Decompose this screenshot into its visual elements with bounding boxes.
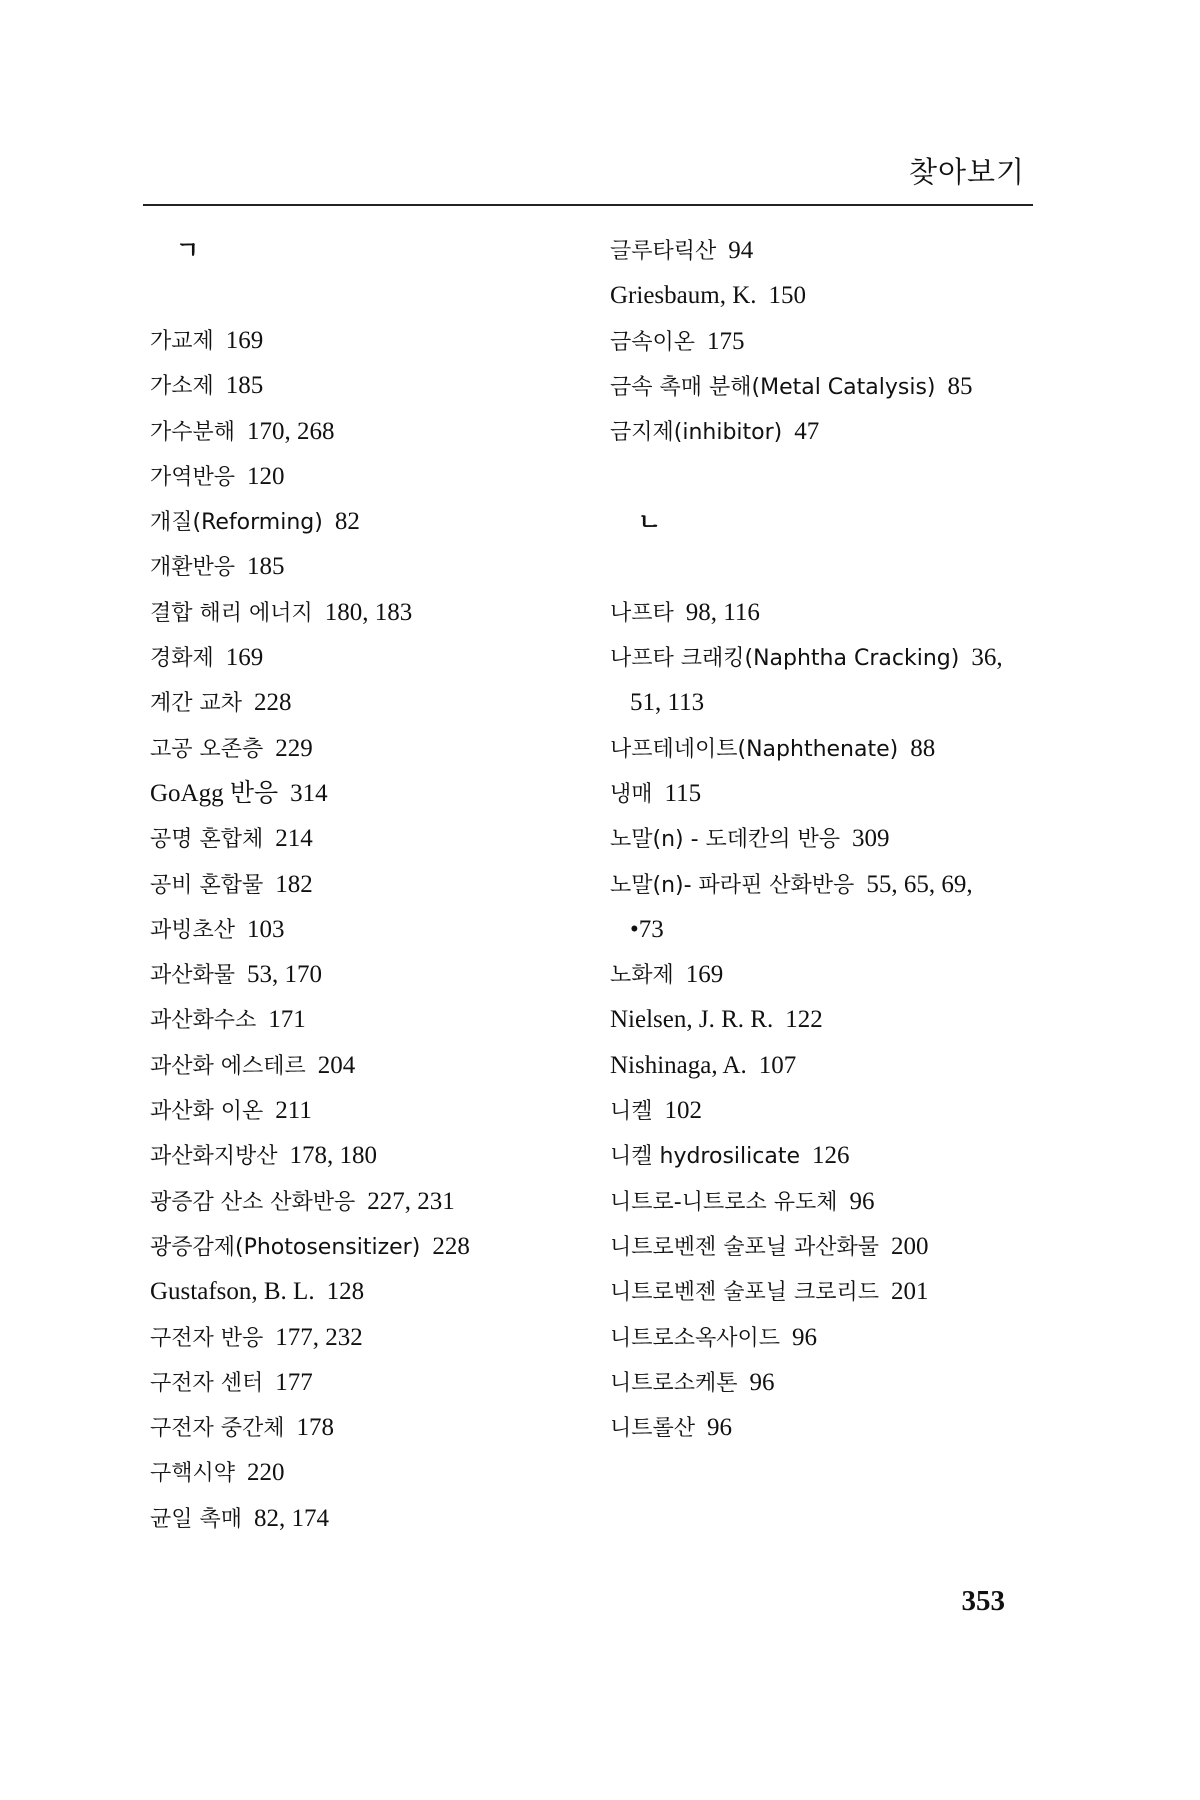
index-pages: 96 <box>749 1368 775 1396</box>
index-pages: 115 <box>664 779 702 807</box>
index-term: 개질(Reforming) <box>150 510 323 536</box>
index-term: 과산화 에스테르 <box>150 1053 306 1079</box>
index-term: 구전자 센터 <box>150 1370 264 1396</box>
index-entry <box>150 499 590 544</box>
index-pages-continued: 51, 113 <box>630 689 705 717</box>
index-term: 공명 혼합체 <box>150 827 264 853</box>
index-entry <box>610 273 1040 318</box>
index-pages: 214 <box>275 825 313 853</box>
entry-list-left <box>150 318 590 1541</box>
section-spacer <box>610 454 1040 499</box>
index-pages: 85 <box>947 372 973 400</box>
index-term: 과산화 이온 <box>150 1099 264 1125</box>
index-entry <box>610 635 1040 680</box>
index-pages: 200 <box>891 1232 929 1260</box>
index-term: 구전자 중간체 <box>150 1416 285 1442</box>
index-entry <box>150 1315 590 1360</box>
index-term: 니트로-니트로소 유도체 <box>610 1189 838 1215</box>
index-term: 금속 촉매 분해(Metal Catalysis) <box>610 374 936 400</box>
index-entry <box>150 771 590 816</box>
index-pages: 180, 183 <box>324 598 413 626</box>
index-term: 노말(n)- 파라핀 산화반응 <box>610 872 855 898</box>
index-entry <box>610 409 1040 454</box>
index-term: 과산화지방산 <box>150 1144 278 1170</box>
index-entry <box>610 319 1040 364</box>
index-entry <box>150 544 590 589</box>
index-entry <box>150 1360 590 1405</box>
index-term: Nishinaga, A. <box>610 1051 747 1079</box>
index-pages: 98, 116 <box>685 598 760 626</box>
index-term: 니트로소케톤 <box>610 1370 738 1396</box>
index-pages: 103 <box>247 915 285 943</box>
index-entry <box>610 228 1040 273</box>
index-entry <box>150 907 590 952</box>
index-entry <box>610 1224 1040 1269</box>
index-term: 결합 해리 에너지 <box>150 600 313 626</box>
entry-list-right-n <box>610 590 1040 1451</box>
index-pages: 204 <box>317 1051 356 1079</box>
index-term: 가소제 <box>150 374 214 400</box>
index-term: 구핵시약 <box>150 1461 236 1487</box>
header-rule <box>143 204 1033 206</box>
index-entry <box>150 363 590 408</box>
index-entry <box>150 680 590 725</box>
index-term: 니트로소옥사이드 <box>610 1325 781 1351</box>
index-pages: 309 <box>852 825 890 853</box>
index-pages: 229 <box>275 734 313 762</box>
index-entry <box>150 318 590 363</box>
index-entry <box>610 726 1040 771</box>
index-term: 고공 오존층 <box>150 736 264 762</box>
index-entry <box>610 1088 1040 1133</box>
index-term: 광증감 산소 산화반응 <box>150 1189 356 1215</box>
index-pages: 96 <box>849 1187 875 1215</box>
index-pages: 220 <box>247 1459 285 1487</box>
index-entry <box>610 1179 1040 1224</box>
index-pages: 36, <box>971 644 1003 672</box>
index-pages: 96 <box>707 1414 733 1442</box>
index-entry <box>150 1133 590 1178</box>
index-entry <box>610 862 1040 907</box>
index-term: 니트로벤젠 술포닐 과산화물 <box>610 1234 880 1260</box>
index-term: 니켈 <box>610 1099 653 1125</box>
section-letter-giyeok: ㄱ <box>176 236 200 264</box>
index-term: 니트로벤젠 술포닐 크로리드 <box>610 1280 880 1306</box>
index-pages: 122 <box>785 1006 823 1034</box>
index-pages-continued: •73 <box>630 915 664 943</box>
index-entry <box>610 1269 1040 1314</box>
index-entry <box>150 1179 590 1224</box>
index-pages: 211 <box>275 1097 312 1125</box>
index-pages: 107 <box>758 1051 797 1079</box>
index-entry <box>610 1405 1040 1450</box>
index-term: 구전자 반응 <box>150 1325 264 1351</box>
index-entry <box>150 454 590 499</box>
index-term: 노말(n) - 도데칸의 반응 <box>610 827 841 853</box>
index-pages: 47 <box>794 418 820 446</box>
index-pages: 169 <box>685 961 724 989</box>
index-pages: 150 <box>768 282 806 310</box>
index-pages: 120 <box>247 462 285 490</box>
index-entry <box>150 635 590 680</box>
index-entry <box>150 862 590 907</box>
index-entry <box>610 1133 1040 1178</box>
index-pages: 126 <box>811 1142 850 1170</box>
index-entry <box>610 816 1040 861</box>
index-pages: 96 <box>792 1323 818 1351</box>
index-pages: 175 <box>707 327 745 355</box>
index-entry <box>150 726 590 771</box>
section-letter-nieun: ㄴ <box>638 507 662 536</box>
entry-list-right-g <box>610 228 1040 454</box>
index-pages: 185 <box>225 372 264 400</box>
index-term: 과산화수소 <box>150 1008 257 1034</box>
index-term: GoAgg 반응 <box>150 779 279 807</box>
index-term: 균일 촉매 <box>150 1506 243 1532</box>
index-term: 공비 혼합물 <box>150 872 264 898</box>
index-entry <box>610 1360 1040 1405</box>
index-term: 광증감제(Photosensitizer) <box>150 1234 421 1260</box>
index-term: 금속이온 <box>610 329 696 355</box>
index-entry <box>150 1043 590 1088</box>
index-pages: 82, 174 <box>254 1504 330 1532</box>
index-pages: 314 <box>290 779 328 807</box>
index-entry <box>150 590 590 635</box>
index-term: 냉매 <box>610 781 653 807</box>
index-term: 니켈 hydrosilicate <box>610 1144 800 1170</box>
index-pages: 228 <box>432 1232 470 1260</box>
index-entry <box>150 997 590 1042</box>
index-term: 금지제(inhibitor) <box>610 420 783 446</box>
index-entry <box>150 1450 590 1495</box>
index-entry <box>610 1315 1040 1360</box>
index-pages: 94 <box>728 237 754 264</box>
index-entry <box>150 1224 590 1269</box>
index-pages: 178, 180 <box>289 1142 378 1170</box>
index-pages: 201 <box>891 1278 929 1306</box>
index-pages: 82 <box>334 508 360 536</box>
index-pages: 182 <box>275 870 313 898</box>
index-entry <box>610 590 1040 635</box>
index-term: 가교제 <box>150 329 214 354</box>
running-head: 찾아보기 <box>908 155 1025 189</box>
index-pages: 177, 232 <box>275 1323 363 1351</box>
index-pages: 177 <box>275 1368 313 1396</box>
index-term: 나프타 크래킹(Naphtha Cracking) <box>610 646 960 672</box>
index-term: 과산화물 <box>150 963 236 989</box>
index-pages: 171 <box>268 1006 306 1034</box>
index-pages: 88 <box>910 734 936 762</box>
index-entry <box>150 409 590 454</box>
index-entry <box>150 816 590 861</box>
index-term: 나프타 <box>610 600 674 626</box>
index-entry <box>610 952 1040 997</box>
index-pages: 169 <box>225 644 264 672</box>
index-pages: 185 <box>247 553 285 581</box>
index-entry <box>610 771 1040 816</box>
index-entry <box>150 1269 590 1314</box>
index-entry <box>150 1496 590 1541</box>
index-term: 글루타릭산 <box>610 239 717 264</box>
index-term: Nielsen, J. R. R. <box>610 1006 774 1034</box>
index-column-right <box>610 228 1040 1450</box>
index-term: Gustafson, B. L. <box>150 1278 315 1306</box>
index-pages: 53, 170 <box>247 961 323 989</box>
index-term: 가역반응 <box>150 464 236 490</box>
index-term: 니트롤산 <box>610 1416 696 1442</box>
index-term: 나프테네이트(Naphthenate) <box>610 736 899 762</box>
index-pages: 227, 231 <box>367 1187 455 1215</box>
index-entry <box>150 1405 590 1450</box>
index-pages: 228 <box>254 689 292 717</box>
index-term: 계간 교차 <box>150 691 243 717</box>
index-entry <box>610 1043 1040 1088</box>
index-entry <box>610 364 1040 409</box>
index-entry <box>150 1088 590 1133</box>
index-entry <box>150 952 590 997</box>
index-pages: 178 <box>296 1414 335 1442</box>
page-number: 353 <box>961 1585 1005 1617</box>
index-column-left <box>150 228 590 1541</box>
index-pages: 128 <box>326 1278 365 1306</box>
index-pages: 102 <box>664 1097 703 1125</box>
index-term: Griesbaum, K. <box>610 282 757 310</box>
index-pages: 169 <box>225 327 264 354</box>
index-term: 가수분해 <box>150 419 236 445</box>
index-pages: 55, 65, 69, <box>866 870 973 898</box>
index-term: 개환반응 <box>150 555 236 581</box>
index-pages: 170, 268 <box>247 417 335 445</box>
index-term: 경화제 <box>150 646 214 672</box>
index-term: 과빙초산 <box>150 917 236 943</box>
index-term: 노화제 <box>610 963 674 989</box>
index-entry <box>610 997 1040 1042</box>
